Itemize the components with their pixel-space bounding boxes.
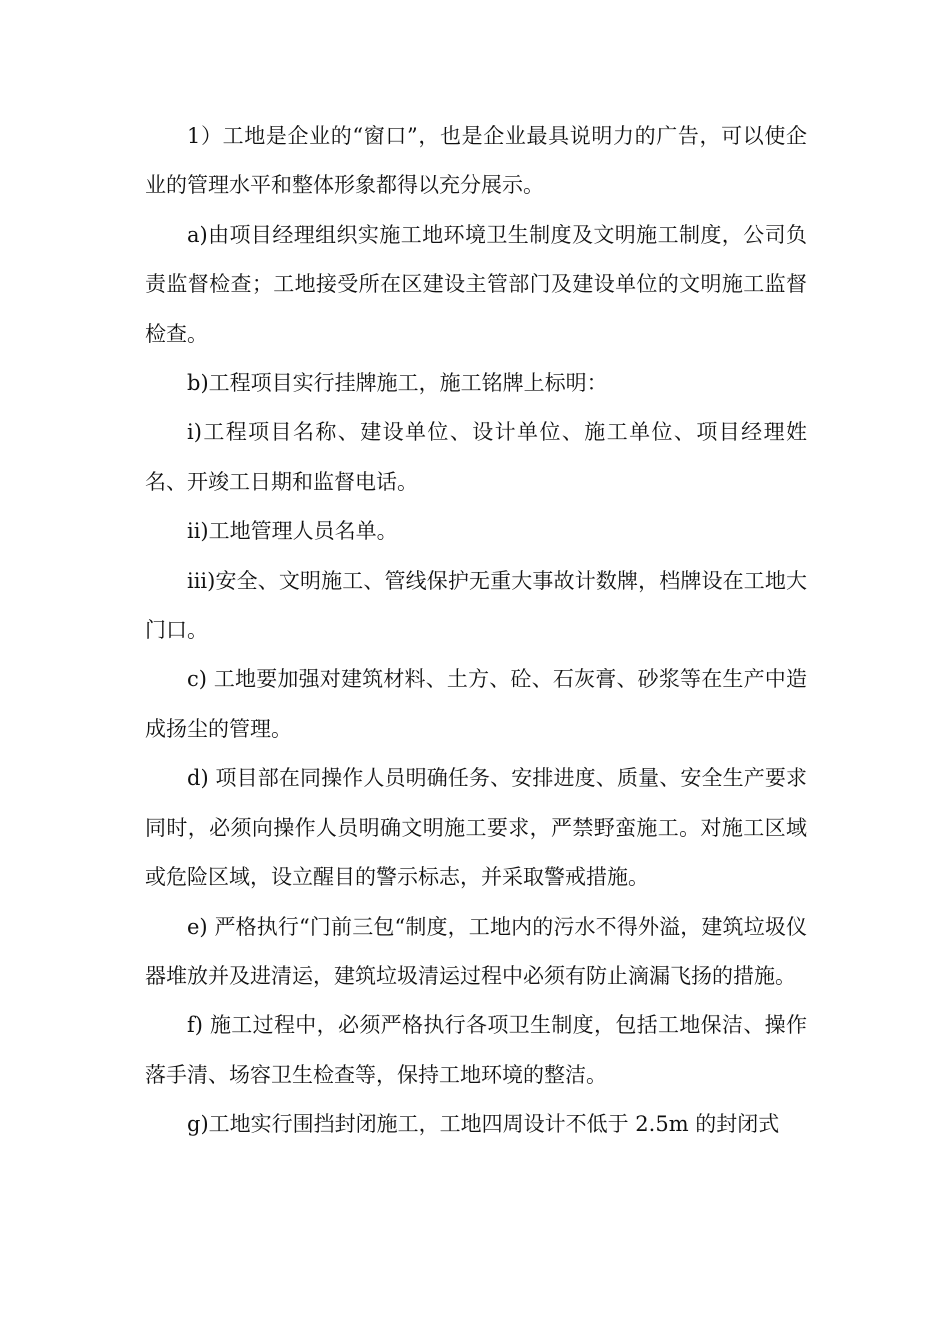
document-body	[145, 112, 807, 1150]
paragraph-c: c) 工地要加强对建筑材料、土方、砼、石灰膏、砂浆等在生产中造成扬尘的管理。	[145, 667, 807, 741]
paragraph-b-i: i)工程项目名称、建设单位、设计单位、施工单位、项目经理姓名、开竣工日期和监督电话。	[145, 420, 807, 494]
paragraph-intro: 1）工地是企业的“窗口”，也是企业最具说明力的广告，可以使企业的管理水平和整体形象都得以充分展示。	[145, 124, 807, 198]
paragraph-b-iii: iii)安全、文明施工、管线保护无重大事故计数牌，档牌设在工地大门口。	[145, 568, 807, 643]
paragraph-d: d) 项目部在同操作人员明确任务、安排进度、质量、安全生产要求同时，必须向操作人员明确文明施工要求，严禁野蛮施工。对施工区域或危险区域，设立醒目的警示标志，并采取警戒措施。	[145, 766, 807, 890]
paragraph-e: e) 严格执行“门前三包“制度，工地内的污水不得外溢，建筑垃圾仪器堆放并及进清运，建筑垃圾清运过程中必须有防止滴漏飞扬的措施。	[145, 914, 807, 988]
paragraph-f: f) 施工过程中，必须严格执行各项卫生制度，包括工地保洁、操作落手清、场容卫生检查等，保持工地环境的整洁。	[145, 1013, 807, 1087]
paragraph-a: a)由项目经理组织实施工地环境卫生制度及文明施工制度，公司负责监督检查；工地接受所在区建设主管部门及建设单位的文明施工监督检查。	[145, 222, 807, 346]
paragraph-b: b)工程项目实行挂牌施工，施工铭牌上标明：	[187, 371, 608, 396]
paragraph-g: g)工地实行围挡封闭施工，工地四周设计不低于 2.5m 的封闭式	[187, 1112, 780, 1137]
paragraph-b-ii: ii)工地管理人员名单。	[187, 519, 398, 544]
